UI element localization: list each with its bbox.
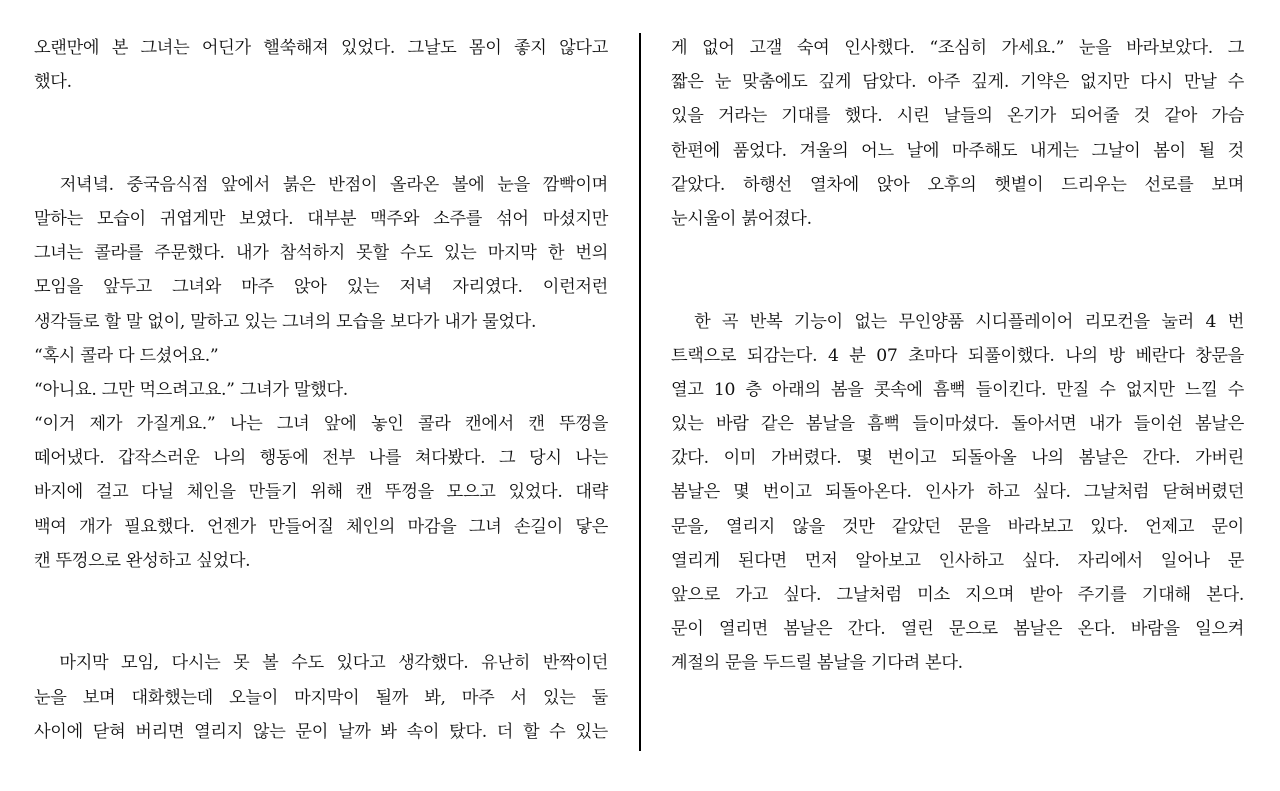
text-line: 사이에 닫혀 버리면 열리지 않는 문이 날까 봐 속이 탔다. 더 할 수 있는 <box>34 721 608 742</box>
paragraph <box>671 305 1244 681</box>
text-line: 문을, 열리지 않을 것만 같았던 문을 바라보고 있다. 언제고 문이 <box>671 516 1244 537</box>
text-line: 캔 뚜껑으로 완성하고 싶었다. <box>34 550 251 571</box>
text-line: 했다. <box>34 72 72 93</box>
text-line: 바지에 걸고 다닐 체인을 만들기 위해 캔 뚜껑을 모으고 있었다. 대략 <box>34 482 608 503</box>
text-line: 봄날은 몇 번이고 되돌아온다. 인사가 하고 싶다. 그날처럼 닫혀버렸던 <box>671 482 1244 503</box>
text-line: “이거 제가 가질게요.” 나는 그녀 앞에 놓인 콜라 캔에서 캔 뚜껑을 <box>34 414 608 435</box>
text-line: 열리게 된다면 먼저 알아보고 인사하고 싶다. 자리에서 일어나 문 <box>671 550 1244 571</box>
text-line: 눈을 보며 대화했는데 오늘이 마지막이 될까 봐, 마주 서 있는 둘 <box>34 687 608 708</box>
text-line: 계절의 문을 두드릴 봄날을 기다려 본다. <box>671 653 963 674</box>
text-line: 한편에 품었다. 겨울의 어느 날에 마주해도 내게는 그날이 봄이 될 것 <box>671 140 1244 161</box>
paragraph <box>34 646 608 749</box>
text-line: 모임을 앞두고 그녀와 마주 앉아 있는 저녁 자리였다. 이런저런 <box>34 277 608 298</box>
text-line: 있을 거라는 기대를 했다. 시린 날들의 온기가 되어줄 것 같아 가슴 <box>671 106 1244 127</box>
text-line: 문이 열리면 봄날은 간다. 열린 문으로 봄날은 온다. 바람을 일으켜 <box>671 619 1244 640</box>
text-line: 게 없어 고갤 숙여 인사했다. “조심히 가세요.” 눈을 바라보았다. 그 <box>671 38 1244 58</box>
paragraph <box>671 31 1244 236</box>
text-line: “혹시 콜라 다 드셨어요.” <box>34 345 219 366</box>
text-line: 앞으로 가고 싶다. 그날처럼 미소 지으며 받아 주기를 기대해 본다. <box>671 585 1244 606</box>
paragraph-gap <box>34 578 608 646</box>
text-line: “아니요. 그만 먹으려고요.” 그녀가 말했다. <box>34 379 348 400</box>
text-line: 열고 10 층 아래의 봄을 콧속에 흠뻑 들이킨다. 만질 수 없지만 느낄 수 <box>671 379 1244 400</box>
paragraph-gap <box>671 236 1244 304</box>
text-line: 짧은 눈 맞춤에도 깊게 담았다. 아주 깊게. 기약은 없지만 다시 만날 수 <box>671 72 1244 93</box>
text-line: 떼어냈다. 갑작스러운 나의 행동에 전부 나를 쳐다봤다. 그 당시 나는 <box>34 448 608 469</box>
paragraph <box>34 31 608 99</box>
text-line: 눈시울이 붉어졌다. <box>671 208 812 229</box>
right-column <box>671 31 1244 681</box>
text-line: 그녀는 콜라를 주문했다. 내가 참석하지 못할 수도 있는 마지막 한 번의 <box>34 243 608 264</box>
column-divider <box>639 33 641 751</box>
text-line: 같았다. 하행선 열차에 앉아 오후의 햇볕이 드리우는 선로를 보며 <box>671 174 1244 195</box>
paragraph <box>34 168 608 578</box>
left-column <box>34 31 608 749</box>
text-line: 갔다. 이미 가버렸다. 몇 번이고 되돌아올 나의 봄날은 간다. 가버린 <box>671 448 1244 469</box>
text-line: 오랜만에 본 그녀는 어딘가 핼쑥해져 있었다. 그날도 몸이 좋지 않다고 <box>34 38 608 58</box>
text-line: 말하는 모습이 귀엽게만 보였다. 대부분 맥주와 소주를 섞어 마셨지만 <box>34 208 608 229</box>
text-line: 한 곡 반복 기능이 없는 무인양품 시디플레이어 리모컨을 눌러 4 번 <box>671 311 1244 332</box>
text-line: 저녁녘. 중국음식점 앞에서 붉은 반점이 올라온 볼에 눈을 깜빡이며 <box>34 174 608 195</box>
text-line: 백여 개가 필요했다. 언젠가 만들어질 체인의 마감을 그녀 손길이 닿은 <box>34 516 608 537</box>
text-line: 있는 바람 같은 봄날을 흠뻑 들이마셨다. 돌아서면 내가 들이쉰 봄날은 <box>671 414 1244 435</box>
text-line: 마지막 모임, 다시는 못 볼 수도 있다고 생각했다. 유난히 반짝이던 <box>34 653 608 674</box>
paragraph-gap <box>34 99 608 167</box>
text-line: 트랙으로 되감는다. 4 분 07 초마다 되풀이했다. 나의 방 베란다 창문을 <box>671 345 1244 366</box>
text-line: 생각들로 할 말 없이, 말하고 있는 그녀의 모습을 보다가 내가 물었다. <box>34 311 537 332</box>
